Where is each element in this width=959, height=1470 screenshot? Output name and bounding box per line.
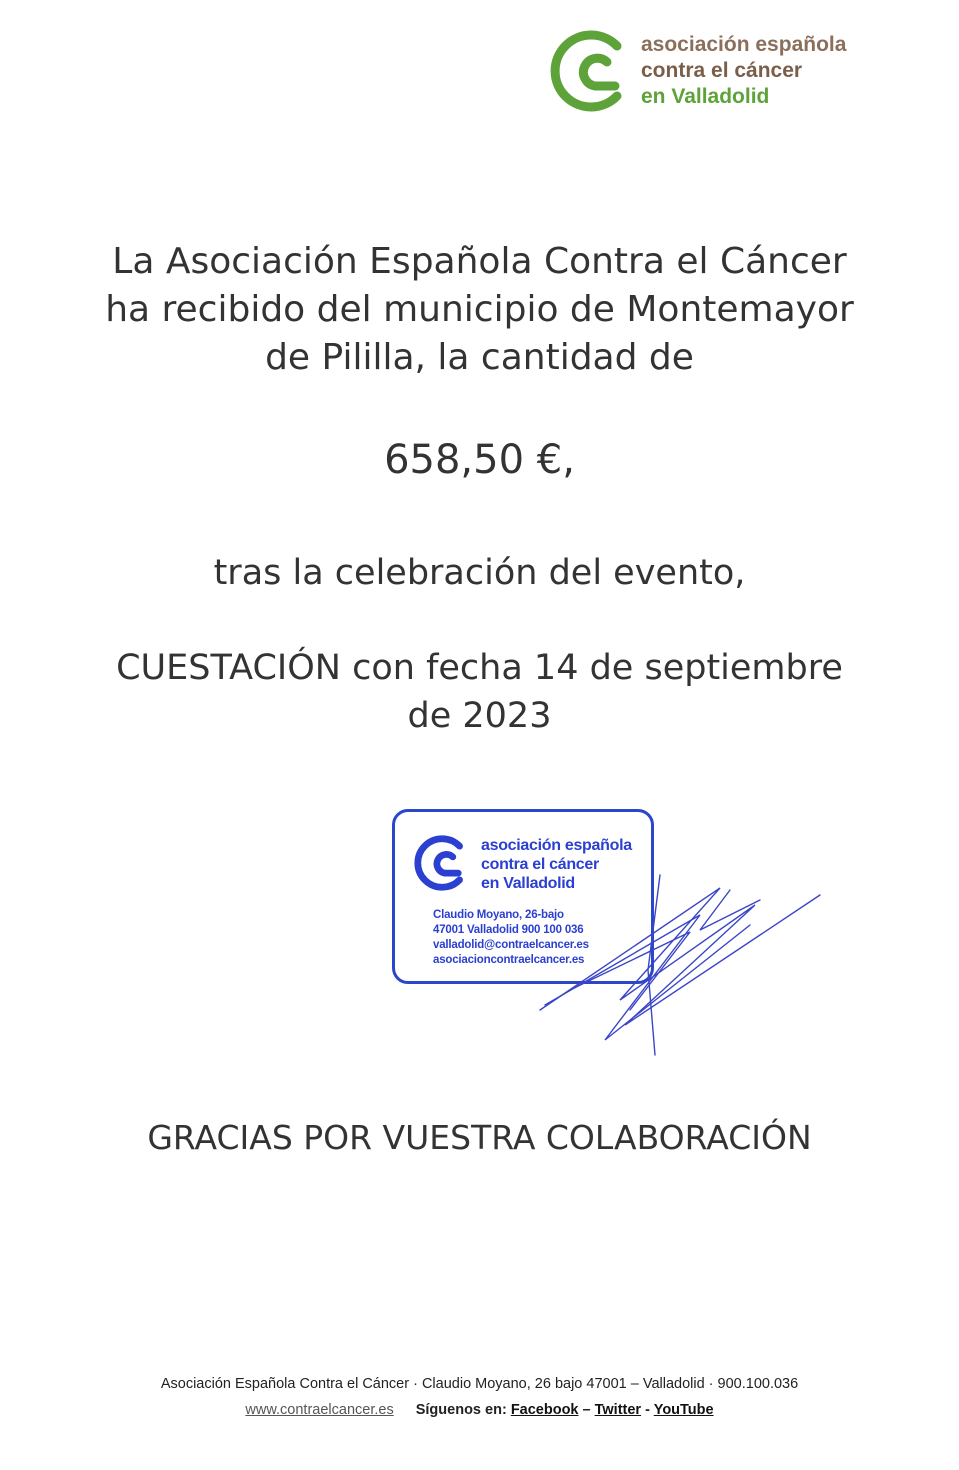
event-name (40, 644, 919, 740)
intro-line-1: La Asociación Española Contra el Cáncer (112, 241, 847, 282)
logo-line-2: contra el cáncer (641, 59, 803, 82)
thanks-message: GRACIAS POR VUESTRA COLABORACIÓN (147, 1118, 812, 1157)
footer-links: www.contraelcancer.es Síguenos en: Facebook – Twitter - YouTube (245, 1402, 714, 1418)
stamp-org-line-2: contra el cáncer (481, 856, 599, 873)
logo-line-3: en Valladolid (641, 85, 770, 108)
header-logo-text (641, 32, 846, 110)
youtube-link[interactable]: YouTube (653, 1402, 714, 1418)
stamp-address-line-1: Claudio Moyano, 26-bajo (433, 909, 564, 921)
event-line-2: de 2023 (407, 696, 552, 736)
header-logo (545, 28, 875, 118)
event-intro: tras la celebración del evento, (213, 553, 746, 593)
aecc-logo-icon (545, 28, 631, 114)
footer-address: Asociación Española Contra el Cáncer · Claudio Moyano, 26 bajo 47001 – Valladolid · 900.100.036 (160, 1376, 799, 1392)
stamp-email: valladolid@contraelcancer.es (433, 939, 589, 951)
stamp-logo-icon (411, 834, 469, 892)
stamp-website: asociacioncontraelcancer.es (433, 954, 585, 966)
intro-paragraph (40, 238, 919, 382)
footer-website-link[interactable]: www.contraelcancer.es (245, 1402, 394, 1418)
logo-line-1: asociación española (641, 33, 847, 56)
handwritten-signature (530, 870, 830, 1060)
facebook-link[interactable]: Facebook (510, 1402, 579, 1418)
donation-amount: 658,50 €, (384, 437, 575, 483)
intro-line-3: de Pililla, la cantidad de (265, 337, 694, 378)
intro-line-2: ha recibido del municipio de Montemayor (105, 289, 854, 330)
event-line-1: CUESTACIÓN con fecha 14 de septiembre (116, 648, 843, 688)
stamp-org-line-3: en Valladolid (481, 875, 575, 892)
twitter-link[interactable]: Twitter (594, 1402, 642, 1418)
stamp-org-line-1: asociación española (481, 837, 632, 854)
stamp-address-line-2: 47001 Valladolid 900 100 036 (433, 924, 584, 936)
footer-follow-label: Síguenos en: (415, 1402, 507, 1418)
